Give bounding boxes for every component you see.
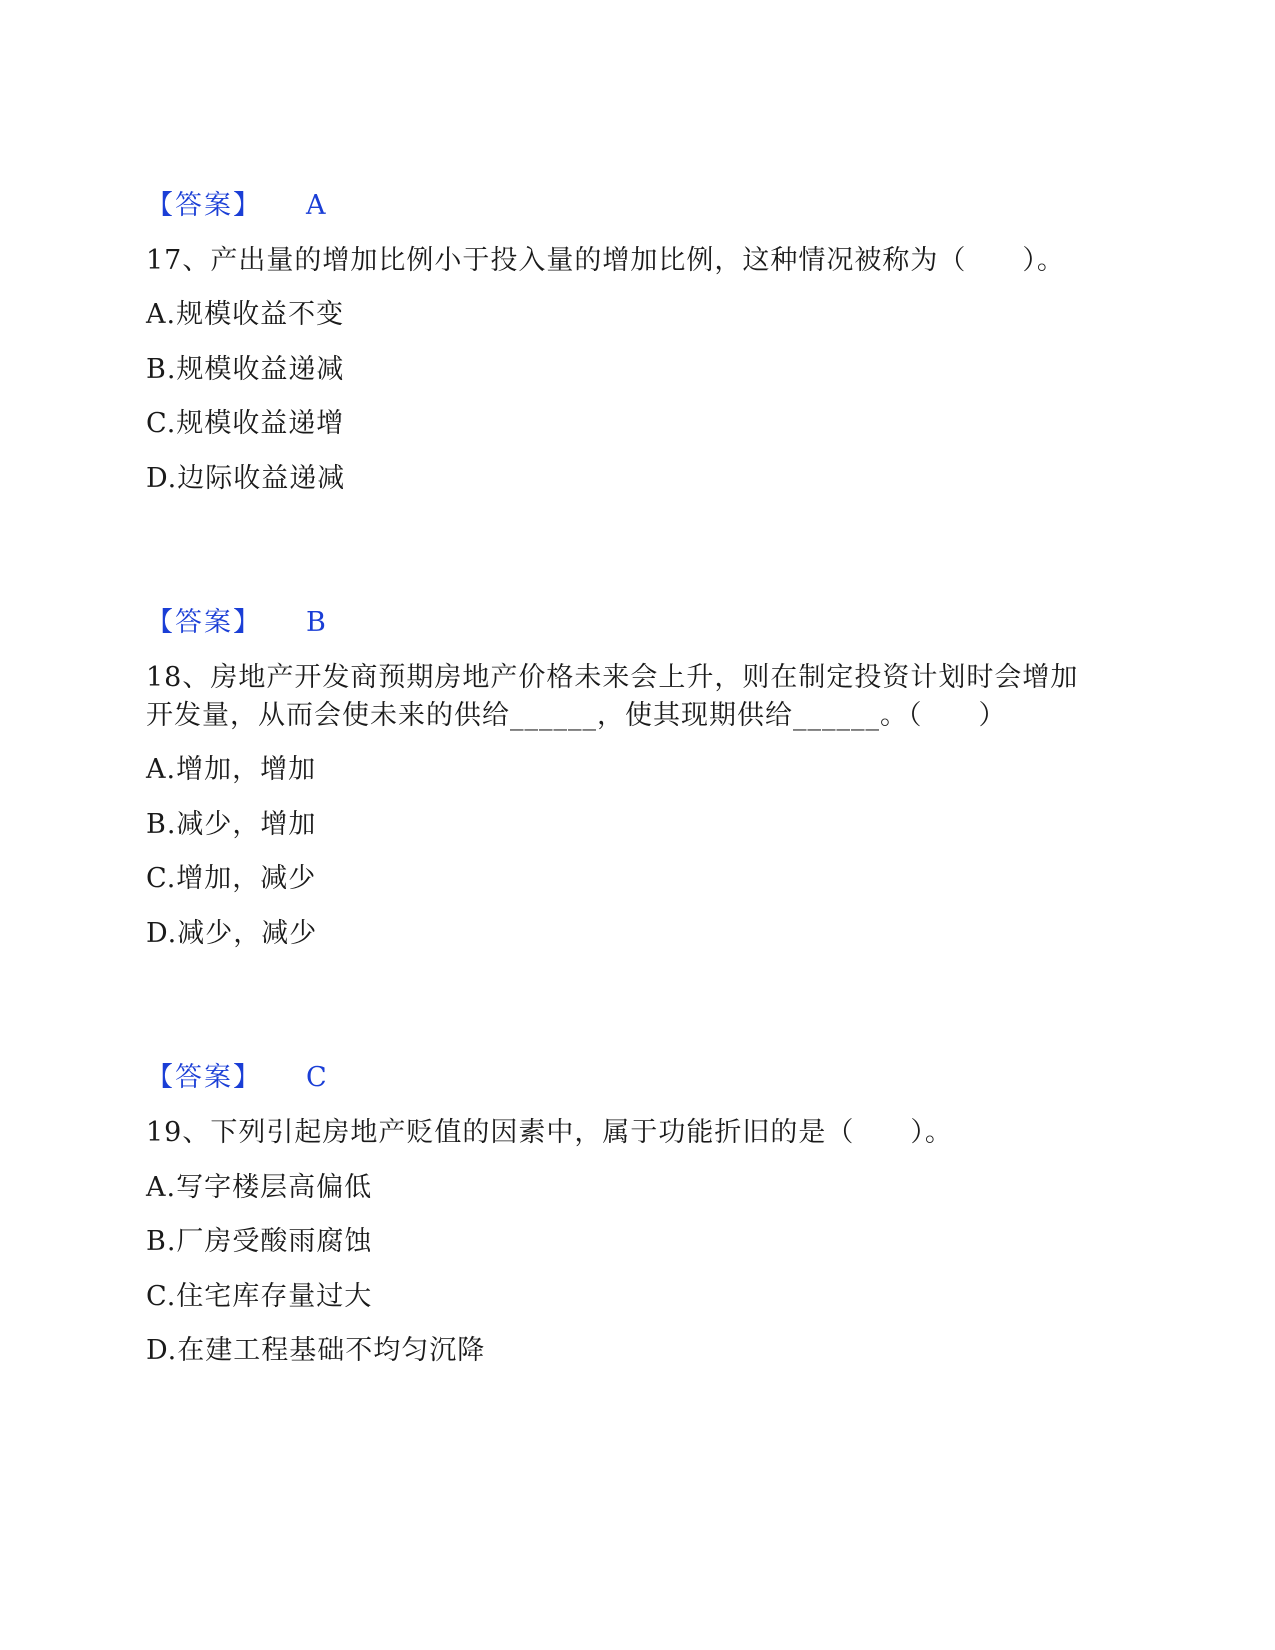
answer-letter: A bbox=[306, 190, 326, 221]
answer-tag: 【答案】 bbox=[146, 607, 262, 638]
answer-letter: C bbox=[306, 1062, 327, 1093]
question-19-text: 19、下列引起房地产贬值的因素中，属于功能折旧的是（ ）。 bbox=[146, 1117, 953, 1148]
answer-tag: 【答案】 bbox=[146, 1062, 262, 1093]
question-18-option-d: D.减少，减少 bbox=[146, 918, 318, 949]
answer-row-17 bbox=[146, 606, 326, 640]
question-18-option-c: C.增加，减少 bbox=[146, 863, 317, 894]
question-18-text-line-1: 18、房地产开发商预期房地产价格未来会上升，则在制定投资计划时会增加 bbox=[146, 662, 1079, 693]
question-18-option-b: B.减少，增加 bbox=[146, 809, 317, 840]
question-19-option-d: D.在建工程基础不均匀沉降 bbox=[146, 1335, 486, 1366]
question-17-option-d: D.边际收益递减 bbox=[146, 463, 346, 494]
question-19-option-c: C.住宅库存量过大 bbox=[146, 1281, 373, 1312]
question-17-option-c: C.规模收益递增 bbox=[146, 408, 345, 439]
question-18-text-line-2: 开发量，从而会使未来的供给______，使其现期供给______。（ ） bbox=[146, 700, 1007, 731]
answer-tag: 【答案】 bbox=[146, 190, 262, 221]
question-19-option-b: B.厂房受酸雨腐蚀 bbox=[146, 1226, 373, 1257]
question-18-option-a: A.增加，增加 bbox=[146, 754, 317, 785]
question-17-option-b: B.规模收益递减 bbox=[146, 354, 345, 385]
answer-letter: B bbox=[306, 607, 326, 638]
question-19-option-a: A.写字楼层高偏低 bbox=[146, 1172, 373, 1203]
answer-row-18 bbox=[146, 1061, 327, 1095]
question-17-option-a: A.规模收益不变 bbox=[146, 299, 345, 330]
answer-row-16 bbox=[146, 189, 326, 223]
question-17-text: 17、产出量的增加比例小于投入量的增加比例，这种情况被称为（ ）。 bbox=[146, 245, 1065, 276]
